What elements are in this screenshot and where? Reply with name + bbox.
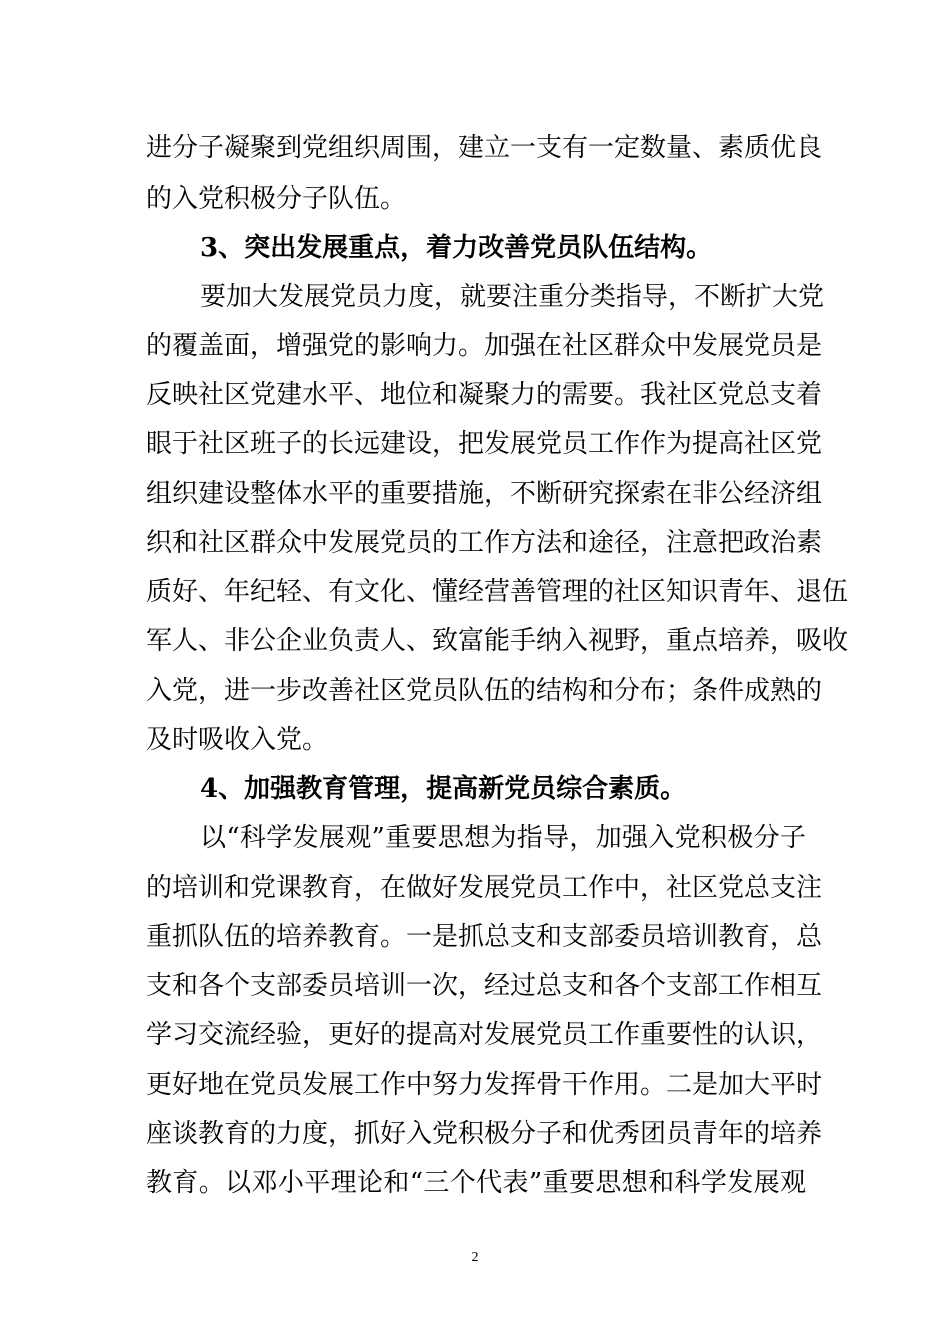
text-line: 织和社区群众中发展党员的工作方法和途径，注意把政治素 [146,528,823,558]
text-line: 反映社区党建水平、地位和凝聚力的需要。我社区党总支着 [146,380,823,410]
text-line: 军人、非公企业负责人、致富能手纳入视野，重点培养，吸收 [146,626,849,656]
text-line: 的入党积极分子队伍。 [146,184,407,214]
section-heading-4: 4、加强教育管理，提高新党员综合素质。 [200,774,687,804]
section-heading-3: 3、突出发展重点，着力改善党员队伍结构。 [200,233,713,263]
text-line: 入党，进一步改善社区党员队伍的结构和分布；条件成熟的 [146,676,823,706]
text-line: 学习交流经验，更好的提高对发展党员工作重要性的认识， [146,1020,823,1050]
text-line: 支和各个支部委员培训一次，经过总支和各个支部工作相互 [146,971,823,1001]
text-line: 眼于社区班子的长远建设，把发展党员工作作为提高社区党 [146,429,823,459]
text-line: 更好地在党员发展工作中努力发挥骨干作用。二是加大平时 [146,1070,823,1100]
page-number: 2 [471,1250,479,1265]
paragraph-first-line: 以“科学发展观”重要思想为指导，加强入党积极分子 [200,823,806,853]
text-line: 及时吸收入党。 [146,725,329,755]
paragraph-first-line: 要加大发展党员力度，就要注重分类指导，不断扩大党 [200,282,825,312]
text-line: 的覆盖面，增强党的影响力。加强在社区群众中发展党员是 [146,331,823,361]
text-line: 教育。以邓小平理论和“三个代表”重要思想和科学发展观 [146,1168,806,1198]
text-line: 重抓队伍的培养教育。一是抓总支和支部委员培训教育，总 [146,922,823,952]
text-line: 组织建设整体水平的重要措施，不断研究探索在非公经济组 [146,479,823,509]
text-line: 座谈教育的力度，抓好入党积极分子和优秀团员青年的培养 [146,1119,823,1149]
text-line: 质好、年纪轻、有文化、懂经营善管理的社区知识青年、退伍 [146,577,849,607]
text-line: 的培训和党课教育，在做好发展党员工作中，社区党总支注 [146,873,823,903]
text-line: 进分子凝聚到党组织周围，建立一支有一定数量、素质优良 [146,133,823,163]
